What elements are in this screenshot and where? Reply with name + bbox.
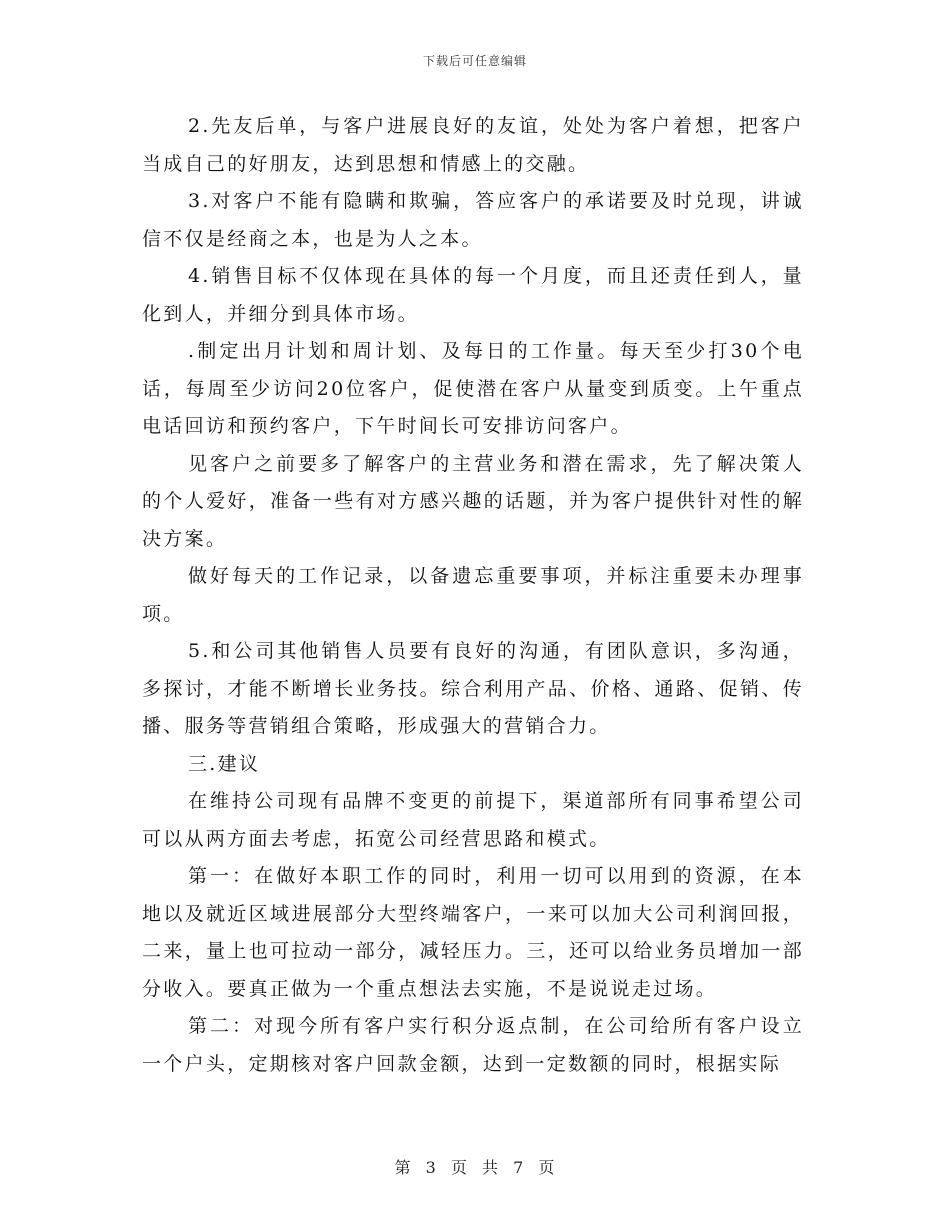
- paragraph-item-5: 5.和公司其他销售人员要有良好的沟通，有团队意识，多沟通，多探讨，才能不断增长业务技。综合利用产品、价格、通路、促销、传播、服务等营销组合策略，形成强大的营销合力。: [142, 640, 804, 737]
- paragraph-monthly-plan: .制定出月计划和周计划、及每日的工作量。每天至少打30个电话，每周至少访问20位客户，促使潜在客户从量变到质变。上午重点电话回访和预约客户，下午时间长可安排访问客户。: [142, 340, 804, 437]
- paragraph-item-3: 3.对客户不能有隐瞒和欺骗，答应客户的承诺要及时兑现，讲诚信不仅是经商之本，也是为人之本。: [142, 190, 804, 250]
- paragraph-item-4: 4.销售目标不仅体现在具体的每一个月度，而且还责任到人，量化到人，并细分到具体市场。: [142, 265, 804, 325]
- paragraph-work-record: 做好每天的工作记录，以备遗忘重要事项，并标注重要未办理事项。: [142, 565, 804, 625]
- document-body: [142, 108, 804, 1083]
- paragraph-client-research: 见客户之前要多了解客户的主营业务和潜在需求，先了解决策人的个人爱好，准备一些有对方感兴趣的话题，并为客户提供针对性的解决方案。: [142, 452, 804, 550]
- page-header-note: 下载后可任意编辑: [422, 54, 527, 68]
- page-number-footer: 第 3 页 共 7 页: [394, 1158, 556, 1177]
- section-heading-suggestions: 三.建议: [188, 752, 261, 775]
- paragraph-suggestion-second: 第二：对现今所有客户实行积分返点制，在公司给所有客户设立一个户头，定期核对客户回款金额，达到一定数额的同时，根据实际: [142, 1015, 804, 1075]
- paragraph-suggestion-first: 第一：在做好本职工作的同时，利用一切可以用到的资源，在本地以及就近区域进展部分大型终端客户，一来可以加大公司利润回报，二来，量上也可拉动一部分，减轻压力。三，还可以给业务员增加一部分收入。要真正做为一个重点想法去实施，不是说说走过场。: [142, 865, 804, 1000]
- paragraph-item-2: 2.先友后单，与客户进展良好的友谊，处处为客户着想，把客户当成自己的好朋友，达到思想和情感上的交融。: [142, 115, 804, 175]
- paragraph-suggestion-intro: 在维持公司现有品牌不变更的前提下，渠道部所有同事希望公司可以从两方面去考虑，拓宽公司经营思路和模式。: [142, 790, 804, 850]
